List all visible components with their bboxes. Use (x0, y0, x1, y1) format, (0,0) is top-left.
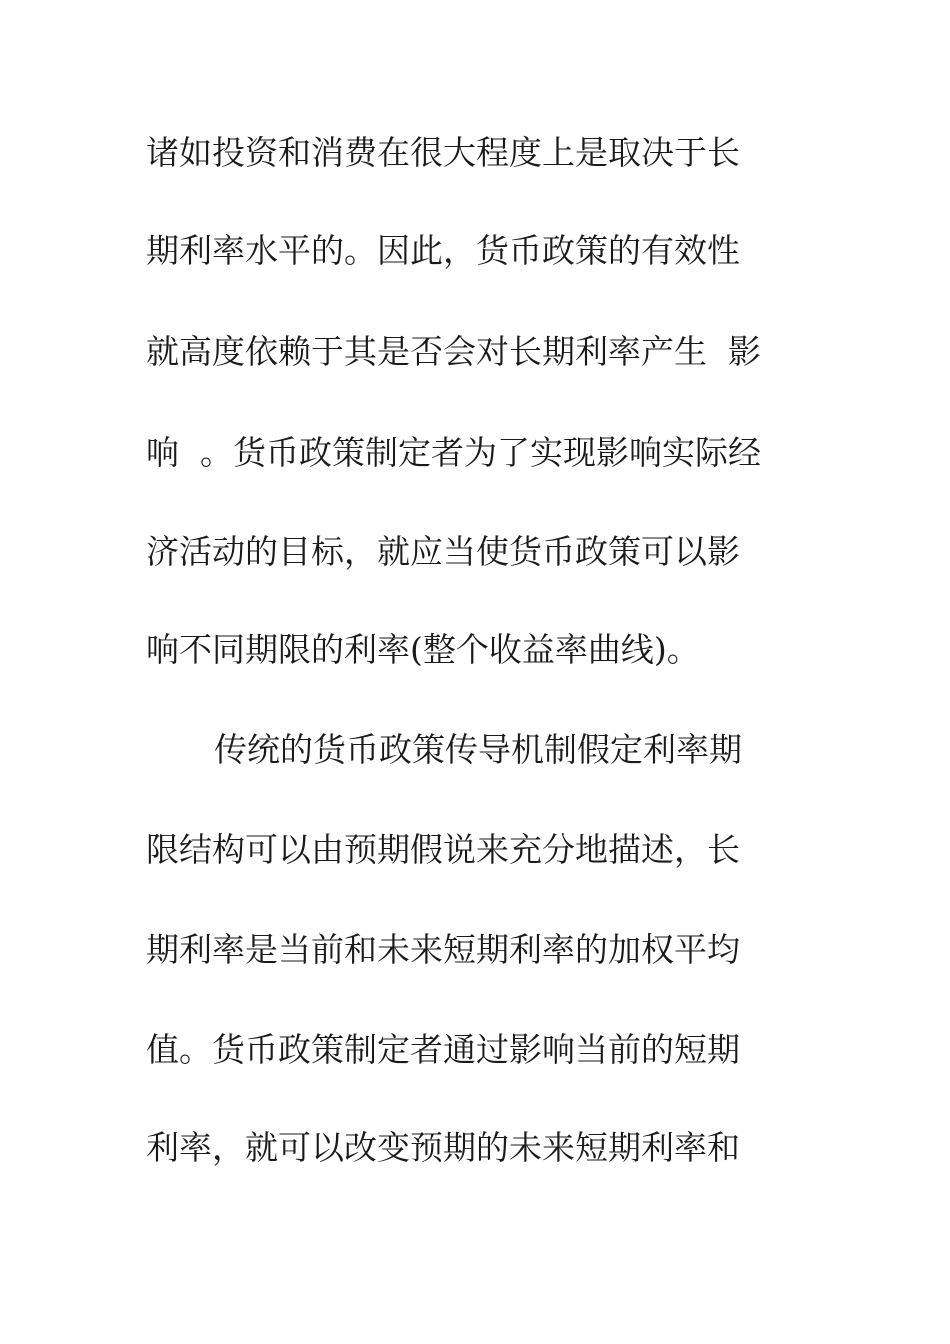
text-line: 值。货币政策制定者通过影响当前的短期 (146, 1030, 740, 1069)
text-line: 响不同期限的利率(整个收益率曲线)。 (146, 630, 700, 669)
text-line: 限结构可以由预期假说来充分地描述，长 (146, 830, 740, 869)
text-line: 诸如投资和消费在很大程度上是取决于长 (146, 133, 740, 172)
text-line: 就高度依赖于其是否会对长期利率产生 影 (146, 332, 761, 371)
text-line: 利率，就可以改变预期的未来短期利率和 (146, 1128, 740, 1167)
text-line: 期利率水平的。因此，货币政策的有效性 (146, 231, 740, 270)
text-line: 济活动的目标，就应当使货币政策可以影 (146, 532, 740, 571)
text-line: 期利率是当前和未来短期利率的加权平均 (146, 930, 740, 969)
paragraph-first-line: 传统的货币政策传导机制假定利率期 (214, 730, 742, 769)
text-line: 响 。货币政策制定者为了实现影响实际经 (146, 433, 761, 472)
